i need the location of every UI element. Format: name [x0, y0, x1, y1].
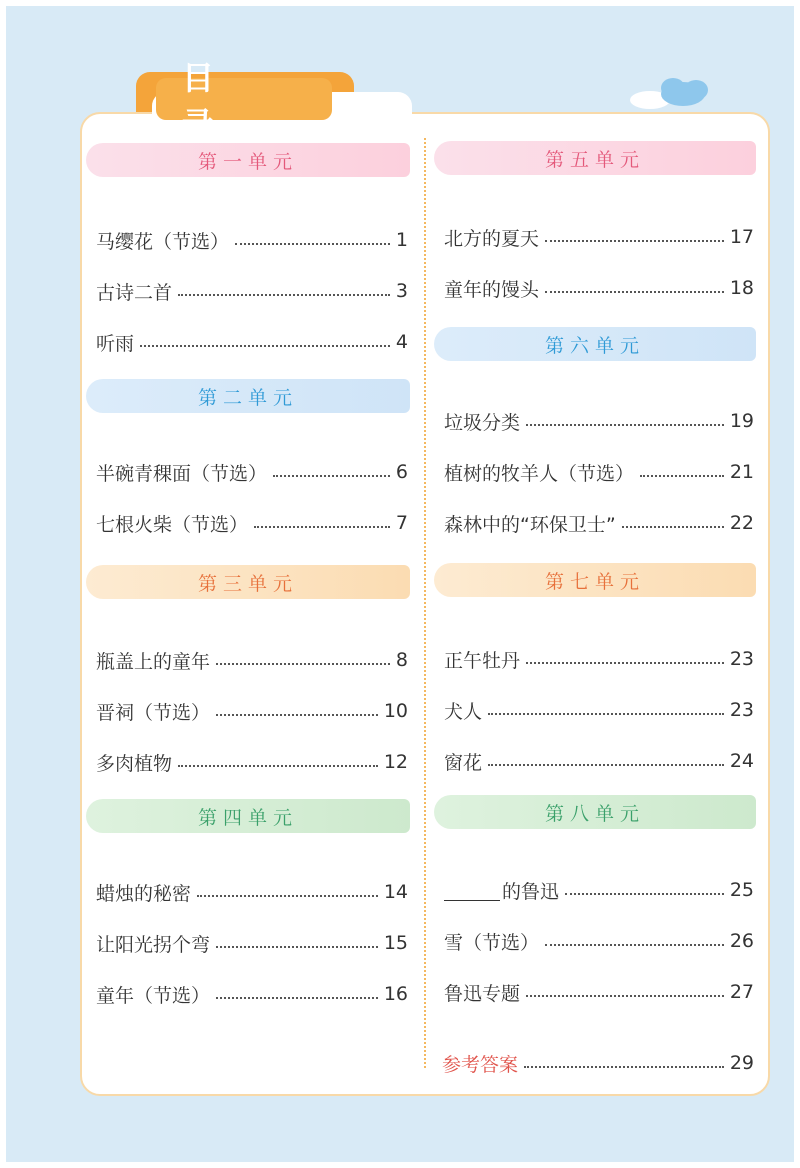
page-number: 12: [383, 751, 408, 773]
dot-leader: [216, 946, 378, 948]
dot-leader: [140, 345, 390, 347]
dot-leader: [197, 895, 378, 897]
entry-title: 瓶盖上的童年: [96, 650, 211, 673]
dot-leader: [488, 764, 724, 766]
toc-entry[interactable]: [96, 276, 408, 306]
column-divider: [424, 138, 426, 1068]
fill-in-blank: [444, 880, 500, 901]
entry-title: 植树的牧羊人（节选）: [444, 462, 635, 485]
dot-leader: [235, 243, 390, 245]
toc-entry[interactable]: [444, 508, 754, 538]
dot-leader: [640, 475, 724, 477]
unit-header: 第五单元: [434, 141, 756, 175]
page-number: 18: [729, 277, 754, 299]
page-number: 6: [395, 461, 408, 483]
dot-leader: [254, 526, 390, 528]
entry-title: 窗花: [444, 751, 483, 774]
page-number: 26: [729, 930, 754, 952]
toc-entry[interactable]: [96, 928, 408, 958]
page-number: 24: [729, 750, 754, 772]
dot-leader: [526, 662, 724, 664]
page-number: 25: [729, 879, 754, 901]
dot-leader: [622, 526, 724, 528]
dot-leader: [545, 240, 724, 242]
entry-title: 雪（节选）: [444, 931, 540, 954]
entry-title: 正午牡丹: [444, 649, 521, 672]
page-number: 7: [395, 512, 408, 534]
page-number: 27: [729, 981, 754, 1003]
entry-title: 童年的馒头: [444, 278, 540, 301]
toc-entry[interactable]: [96, 645, 408, 675]
page-number: 15: [383, 932, 408, 954]
entry-title: 让阳光拐个弯: [96, 933, 211, 956]
page-number: 8: [395, 649, 408, 671]
dot-leader: [178, 765, 378, 767]
page-number: 23: [729, 648, 754, 670]
unit-header: 第七单元: [434, 563, 756, 597]
dot-leader: [526, 424, 724, 426]
dot-leader: [216, 663, 390, 665]
entry-title: 多肉植物: [96, 752, 173, 775]
toc-entry[interactable]: [444, 695, 754, 725]
entry-title: 马缨花（节选）: [96, 230, 230, 253]
entry-title: 古诗二首: [96, 281, 173, 304]
unit-header: 第六单元: [434, 327, 756, 361]
page-number: 19: [729, 410, 754, 432]
entry-title: 森林中的“环保卫士”: [444, 513, 616, 536]
page-number: 14: [383, 881, 408, 903]
toc-entry[interactable]: [444, 926, 754, 956]
page-number: 1: [395, 229, 408, 251]
dot-leader: [216, 714, 378, 716]
toc-entry[interactable]: [96, 457, 408, 487]
toc-entry[interactable]: [444, 273, 754, 303]
entry-title: 鲁迅专题: [444, 982, 521, 1005]
unit-header: 第三单元: [86, 565, 410, 599]
toc-entry[interactable]: [444, 222, 754, 252]
dot-leader: [216, 997, 378, 999]
page-number: 3: [395, 280, 408, 302]
page-number: 22: [729, 512, 754, 534]
dot-leader: [273, 475, 390, 477]
toc-entry[interactable]: [444, 977, 754, 1007]
toc-entry[interactable]: [96, 979, 408, 1009]
page-number: 29: [729, 1052, 754, 1074]
dot-leader: [178, 294, 390, 296]
toc-entry[interactable]: [444, 746, 754, 776]
toc-entry[interactable]: [96, 327, 408, 357]
entry-title: 晋祠（节选）: [96, 701, 211, 724]
dot-leader: [545, 291, 724, 293]
page-number: 4: [395, 331, 408, 353]
unit-header: 第四单元: [86, 799, 410, 833]
toc-entry[interactable]: [96, 508, 408, 538]
unit-header: 第八单元: [434, 795, 756, 829]
entry-title: 蜡烛的秘密: [96, 882, 192, 905]
entry-title: 听雨: [96, 332, 135, 355]
unit-header: 第二单元: [86, 379, 410, 413]
page-number: 21: [729, 461, 754, 483]
entry-title: 童年（节选）: [96, 984, 211, 1007]
answer-key-entry[interactable]: [442, 1048, 754, 1078]
toc-entry[interactable]: [444, 875, 754, 905]
cloud-icon: [628, 70, 718, 110]
page-number: 17: [729, 226, 754, 248]
toc-entry[interactable]: [444, 457, 754, 487]
entry-title: 犬人: [444, 700, 483, 723]
page-title: 目: [156, 78, 332, 120]
entry-title: 参考答案: [442, 1053, 519, 1076]
entry-title: 的鲁迅: [502, 880, 560, 903]
page-number: 23: [729, 699, 754, 721]
unit-header: 第一单元: [86, 143, 410, 177]
toc-entry[interactable]: [96, 696, 408, 726]
entry-title: 半碗青稞面（节选）: [96, 462, 268, 485]
dot-leader: [545, 944, 724, 946]
toc-entry[interactable]: [96, 747, 408, 777]
toc-entry[interactable]: [96, 225, 408, 255]
dot-leader: [524, 1066, 724, 1068]
entry-title: 七根火柴（节选）: [96, 513, 249, 536]
toc-entry[interactable]: [444, 644, 754, 674]
toc-entry[interactable]: [96, 877, 408, 907]
dot-leader: [526, 995, 724, 997]
entry-title: 垃圾分类: [444, 411, 521, 434]
dot-leader: [488, 713, 724, 715]
dot-leader: [565, 893, 724, 895]
page-number: 16: [383, 983, 408, 1005]
toc-entry[interactable]: [444, 406, 754, 436]
entry-title: 北方的夏天: [444, 227, 540, 250]
page-number: 10: [383, 700, 408, 722]
